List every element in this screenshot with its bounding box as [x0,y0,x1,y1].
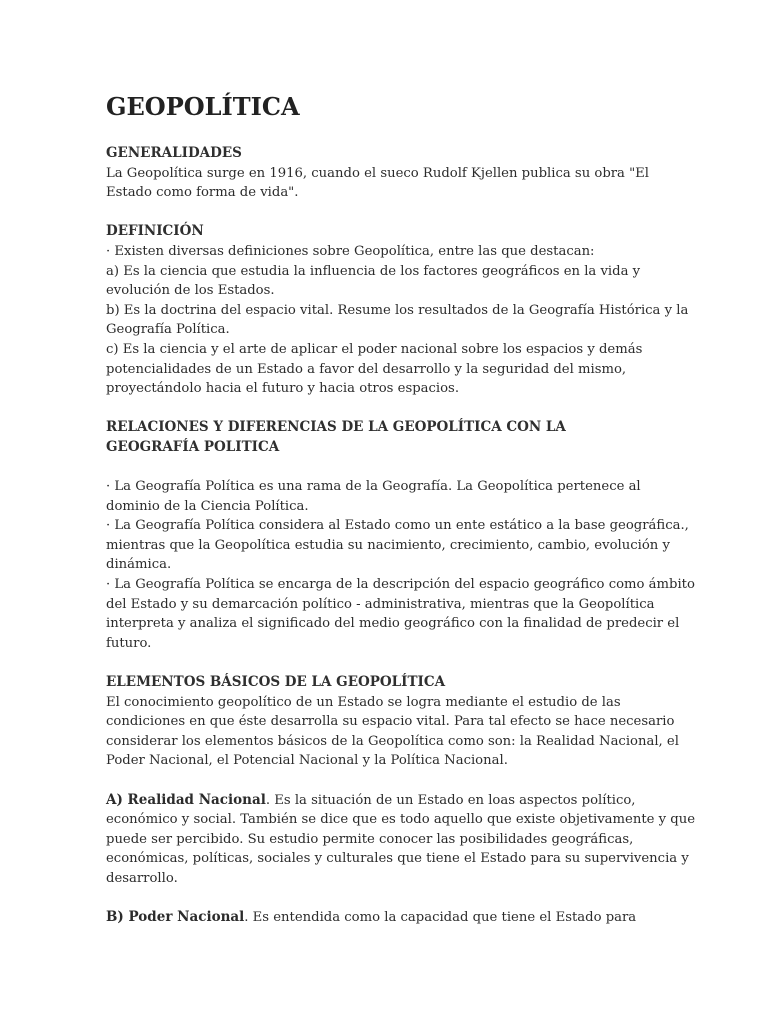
paragraph-line: La Geopolítica surge en 1916, cuando el sueco Rudolf Kjellen publica su obra "El [106,165,650,181]
document-title: GEOPOLÍTICA [106,92,300,121]
paragraph-line: futuro. [106,635,152,651]
paragraph-line: a) Es la ciencia que estudia la influencia de los factores geográficos en la vida y [106,263,641,279]
section-elementos [106,673,679,771]
paragraph-line: b) Es la doctrina del espacio vital. Resume los resultados de la Geografía Histórica y la [106,302,689,318]
term-definition: . Es la situación de un Estado en loas aspectos político, [265,792,636,808]
paragraph-line: dominio de la Ciencia Política. [106,498,309,514]
paragraph-line: dinámica. [106,557,172,573]
section-definicion [106,222,689,398]
term-poder-nacional: B) Poder Nacional [106,909,245,926]
paragraph-line: condiciones en que éste desarrolla su espacio vital. Para tal efecto se hace necesario [106,714,675,730]
section-generalidades [106,144,666,203]
section-relaciones [106,418,695,653]
section-heading: GEOGRAFÍA POLITICA [106,438,280,455]
term-realidad-nacional: A) Realidad Nacional [106,791,266,808]
paragraph-line: · La Geografía Política es una rama de la Geografía. La Geopolítica pertenece al [106,479,641,495]
paragraph-line: interpreta y analiza el significado del medio geográfico con la finalidad de predecir el [106,616,680,632]
paragraph-line: puede ser percibido. Su estudio permite conocer las posibilidades geográficas, [106,831,634,847]
paragraph-line [106,908,666,928]
section-heading: RELACIONES Y DIFERENCIAS DE LA GEOPOLÍTICA CON LA [106,419,566,436]
section-realidad-nacional [106,791,696,889]
paragraph-line: proyectándolo hacia el futuro y hacia otros espacios. [106,381,460,397]
section-heading: GENERALIDADES [106,145,242,161]
paragraph-line: del Estado y su demarcación político - administrativa, mientras que la Geopolítica [106,596,655,612]
paragraph-line: económicas, políticas, sociales y culturales que tiene el Estado para su supervivencia y [106,851,689,867]
section-heading: DEFINICIÓN [106,223,204,240]
paragraph-line: potencialidades de un Estado a favor del desarrollo y la seguridad del mismo, [106,361,627,377]
section-poder-nacional [106,908,666,928]
paragraph-line: Estado como forma de vida". [106,185,299,201]
paragraph-line: Geografía Política. [106,322,230,338]
paragraph-line: El conocimiento geopolítico de un Estado se logra mediante el estudio de las [106,694,621,710]
section-heading: ELEMENTOS BÁSICOS DE LA GEOPOLÍTICA [106,674,446,691]
paragraph-line: económico y social. También se dice que es todo aquello que existe objetivamente y que [106,812,696,828]
paragraph-line [106,791,666,811]
term-definition: . Es entendida como la capacidad que tiene el Estado para [244,910,637,926]
paragraph-line: c) Es la ciencia y el arte de aplicar el poder nacional sobre los espacios y demás [106,341,643,357]
paragraph-line: · Existen diversas definiciones sobre Geopolítica, entre las que destacan: [106,243,595,259]
paragraph-line: considerar los elementos básicos de la Geopolítica como son: la Realidad Nacional, el [106,733,679,749]
paragraph-line: · La Geografía Política considera al Estado como un ente estático a la base geográfica., [106,518,689,534]
paragraph-line: Poder Nacional, el Potencial Nacional y la Política Nacional. [106,753,508,769]
paragraph-line: evolución de los Estados. [106,283,275,299]
paragraph-line: · La Geografía Política se encarga de la descripción del espacio geográfico como ámbito [106,577,695,593]
paragraph-line: mientras que la Geopolítica estudia su nacimiento, crecimiento, cambio, evolución y [106,537,670,553]
document-page [106,92,696,928]
paragraph-line: desarrollo. [106,870,178,886]
spacer [106,458,666,478]
